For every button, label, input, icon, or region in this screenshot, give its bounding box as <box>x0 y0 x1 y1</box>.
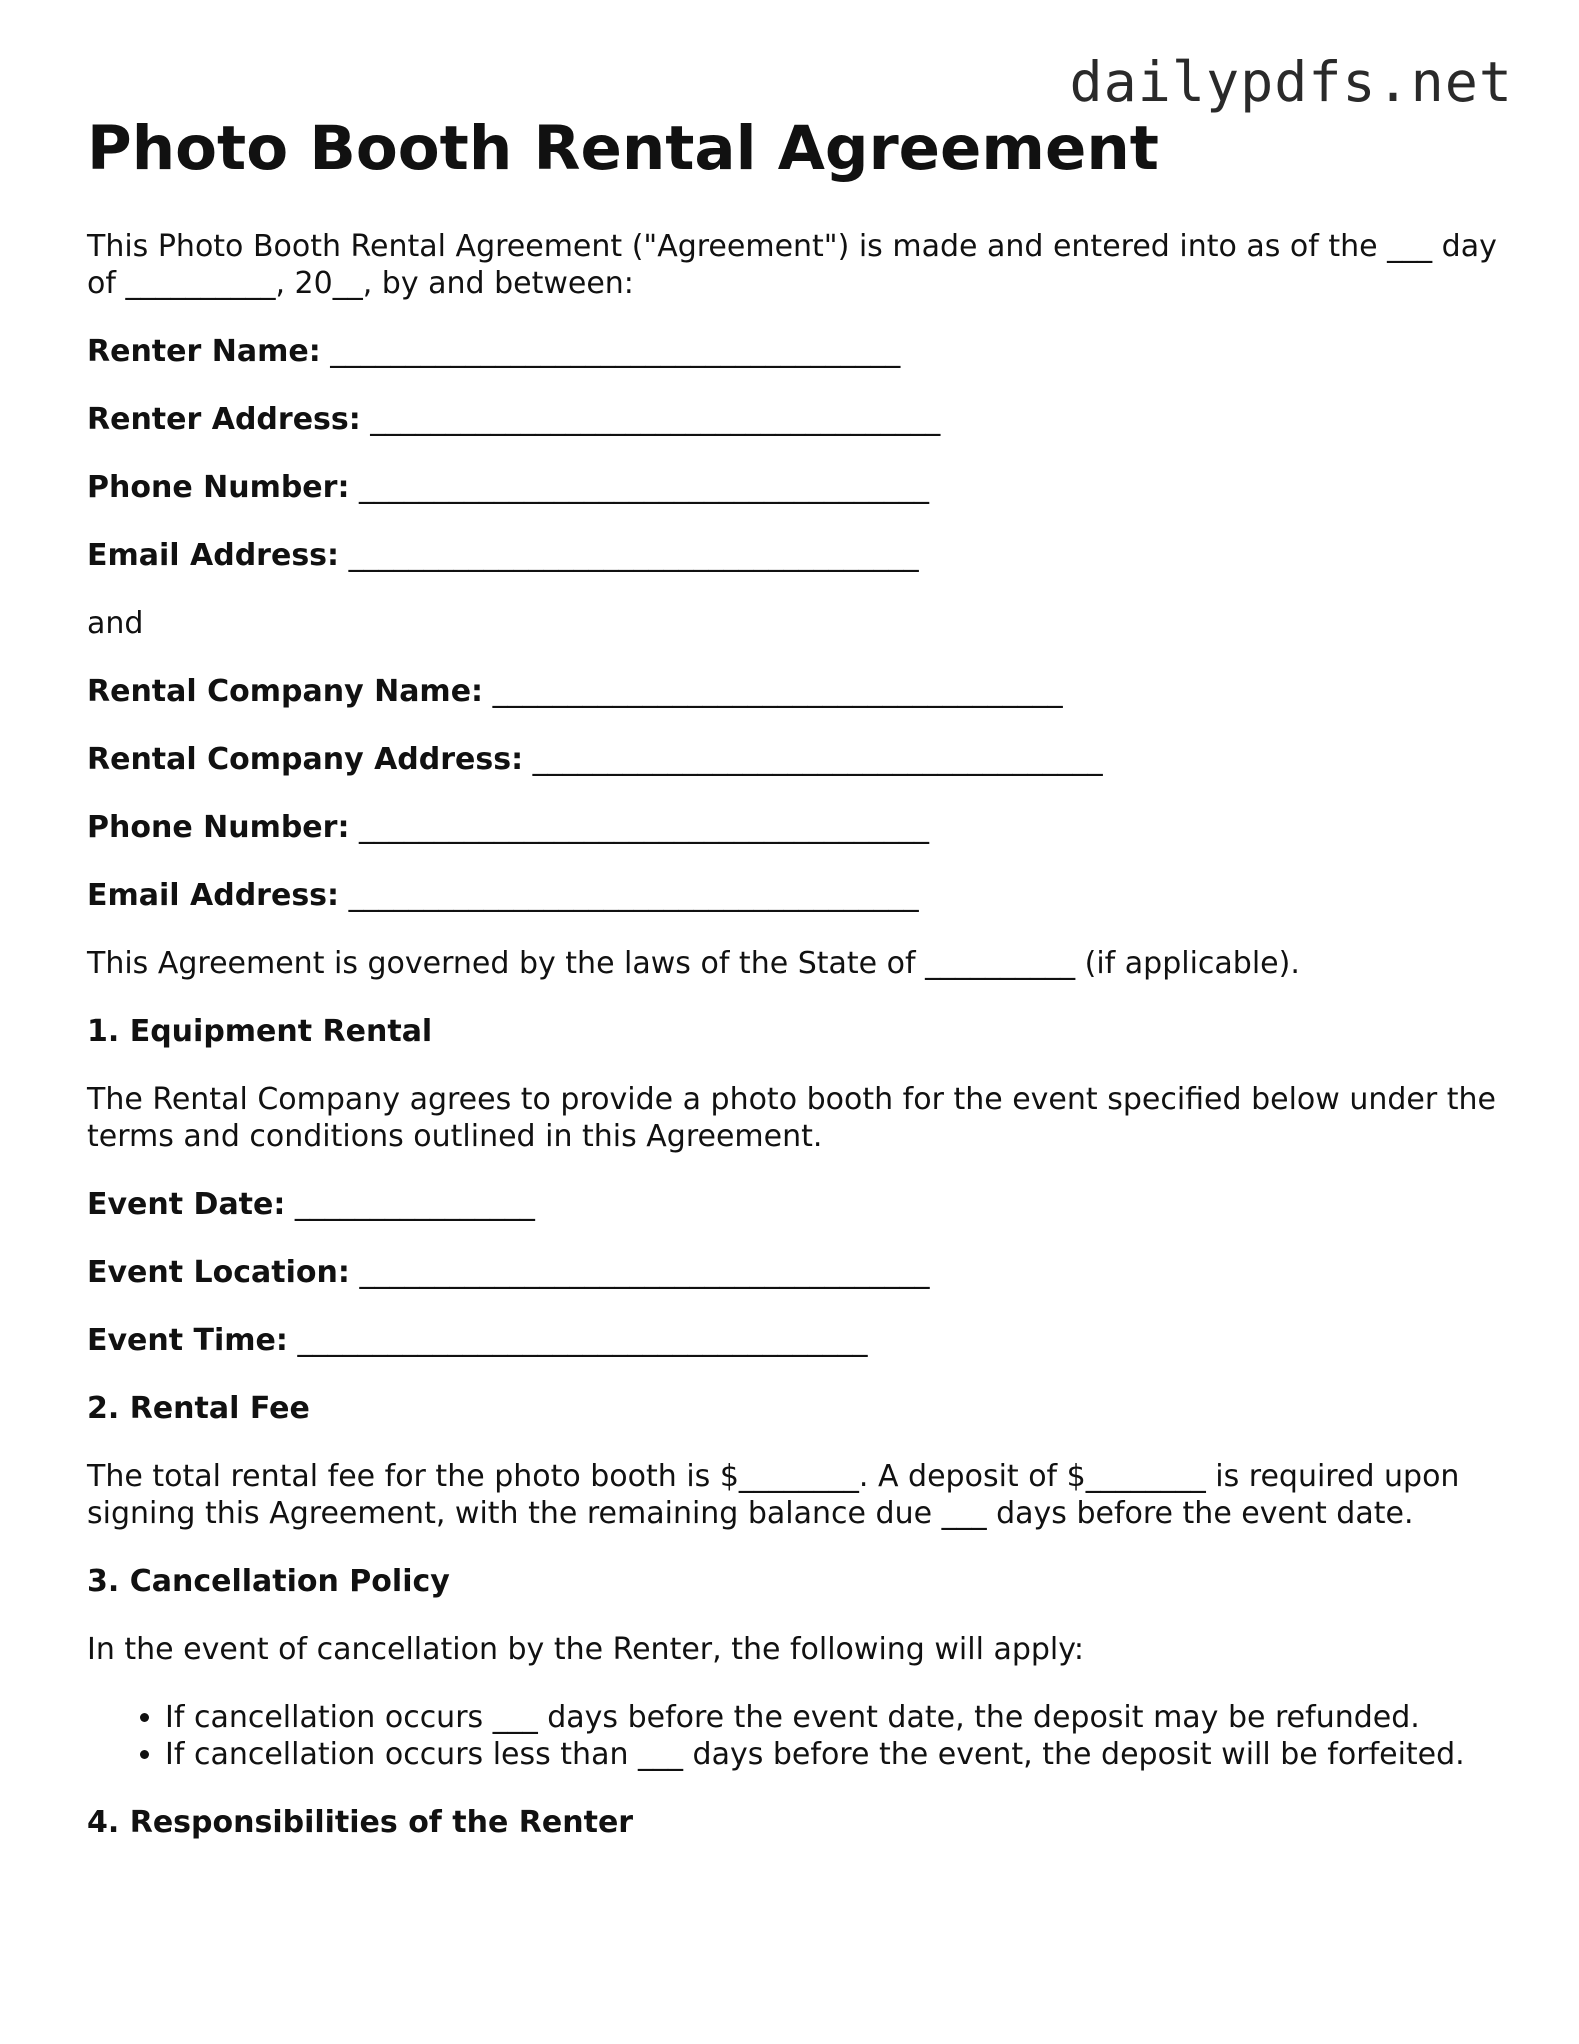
field-blank: ______________________________________ <box>330 334 901 369</box>
field-blank: ______________________________________ <box>492 674 1063 709</box>
renter-name-field <box>87 333 1497 370</box>
field-label: Event Time: <box>87 1323 288 1358</box>
list-item: • If cancellation occurs ___ days before the event date, the deposit may be refunded. <box>165 1699 1497 1736</box>
field-label: Phone Number: <box>87 470 350 505</box>
field-blank: ______________________________________ <box>359 1255 930 1290</box>
field-label: Rental Company Name: <box>87 674 484 709</box>
intro-paragraph: This Photo Booth Rental Agreement ("Agreement") is made and entered into as of the ___ day of __________, 20__, by and between: <box>87 229 1497 301</box>
equipment-paragraph: The Rental Company agrees to provide a photo booth for the event specified below under the terms and conditions outlined in this Agreement. <box>87 1082 1496 1154</box>
cancellation-list <box>87 1699 1497 1773</box>
field-label: Phone Number: <box>87 810 350 845</box>
cancellation-paragraph: In the event of cancellation by the Renter, the following will apply: <box>87 1632 1084 1667</box>
event-time-field <box>87 1322 1497 1359</box>
field-label: Email Address: <box>87 538 340 573</box>
event-date-field <box>87 1186 1497 1223</box>
field-label: Renter Name: <box>87 334 321 369</box>
renter-email-field <box>87 537 1497 574</box>
renter-phone-field <box>87 469 1497 506</box>
page-title: Photo Booth Rental Agreement <box>87 113 1159 184</box>
field-blank: ______________________________________ <box>297 1323 868 1358</box>
governing-law-paragraph: This Agreement is governed by the laws of the State of __________ (if applicable). <box>87 946 1300 981</box>
and-text: and <box>87 606 144 641</box>
section-title-equipment: 1. Equipment Rental <box>87 1014 433 1049</box>
field-blank: ______________________________________ <box>359 470 929 505</box>
company-email-field <box>87 877 1497 914</box>
field-blank: ______________________________________ <box>359 810 929 845</box>
list-item: • If cancellation occurs less than ___ days before the event, the deposit will be forfeited. <box>165 1736 1497 1773</box>
field-label: Event Date: <box>87 1187 286 1222</box>
field-blank: ______________________________________ <box>532 742 1103 777</box>
company-phone-field <box>87 809 1497 846</box>
document-content <box>87 108 1497 1872</box>
field-blank: ________________ <box>294 1187 535 1222</box>
rental-fee-paragraph: The total rental fee for the photo booth is $________. A deposit of $________ is required upon signing this Agreement, with the remaining balance due ___ days before the event date. <box>87 1459 1460 1531</box>
field-label: Renter Address: <box>87 402 361 437</box>
section-title-cancellation: 3. Cancellation Policy <box>87 1564 450 1599</box>
field-label: Rental Company Address: <box>87 742 524 777</box>
field-blank: ______________________________________ <box>370 402 941 437</box>
field-blank: ______________________________________ <box>348 538 919 573</box>
field-label: Email Address: <box>87 878 340 913</box>
section-title-responsibilities: 4. Responsibilities of the Renter <box>87 1805 634 1840</box>
event-location-field <box>87 1254 1497 1291</box>
field-blank: ______________________________________ <box>348 878 919 913</box>
company-name-field <box>87 673 1497 710</box>
renter-address-field <box>87 401 1497 438</box>
company-address-field <box>87 741 1497 778</box>
watermark: dailypdfs.net <box>1069 50 1513 114</box>
section-title-rental-fee: 2. Rental Fee <box>87 1391 310 1426</box>
field-label: Event Location: <box>87 1255 350 1290</box>
